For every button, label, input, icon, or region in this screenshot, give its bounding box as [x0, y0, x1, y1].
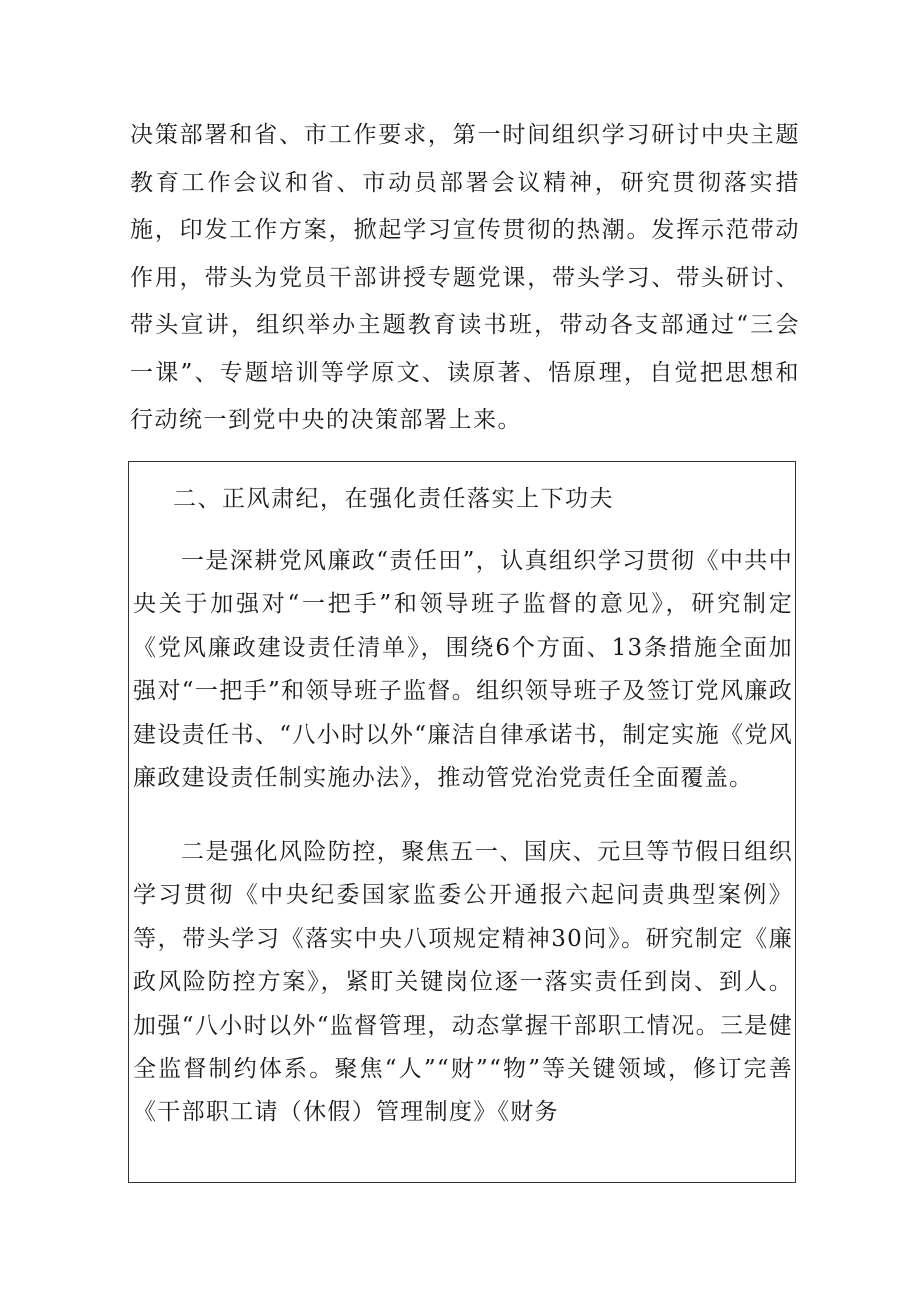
- section-paragraph-1: 一是深耕党风廉政“责任田”，认真组织学习贯彻《中共中央关于加强对“一把手”和领导班子监督的意见》，研究制定《党风廉政建设责任清单》，围绕6个方面、13条措施全面加强对“一把手”和领导班子监督。组织领导班子及签订党风廉政建设责任书、“八小时以外“廉洁自律承诺书，制定实施《党风廉政建设责任制实施办法》，推动管党治党责任全面覆盖。: [133, 548, 793, 792]
- intro-paragraph: 决策部署和省、市工作要求，第一时间组织学习研讨中央主题教育工作会议和省、市动员部署会议精神，研究贯彻落实措施，印发工作方案，掀起学习宣传贯彻的热潮。发挥示范带动作用，带头为党员干部讲授专题党课，带头学习、带头研讨、带头宣讲，组织举办主题教育读书班，带动各支部通过“三会一课”、专题培训等学原文、读原著、悟原理，自觉把思想和行动统一到党中央的决策部署上来。: [130, 122, 800, 433]
- section-paragraph-2: 二是强化风险防控，聚焦五一、国庆、元旦等节假日组织学习贯彻《中央纪委国家监委公开通报六起问责典型案例》等，带头学习《落实中央八项规定精神30问》。研究制定《廉政风险防控方案》，紧盯关键岗位逐一落实责任到岗、到人。加强“八小时以外“监督管理，动态掌握干部职工情况。三是健全监督制约体系。聚焦“人”“财”“物”等关键领域，修订完善《干部职工请（休假）管理制度》《财务: [133, 839, 793, 1126]
- section-box: [128, 461, 796, 1183]
- section-heading: 二、正风肃纪，在强化责任落实上下功夫: [173, 486, 614, 512]
